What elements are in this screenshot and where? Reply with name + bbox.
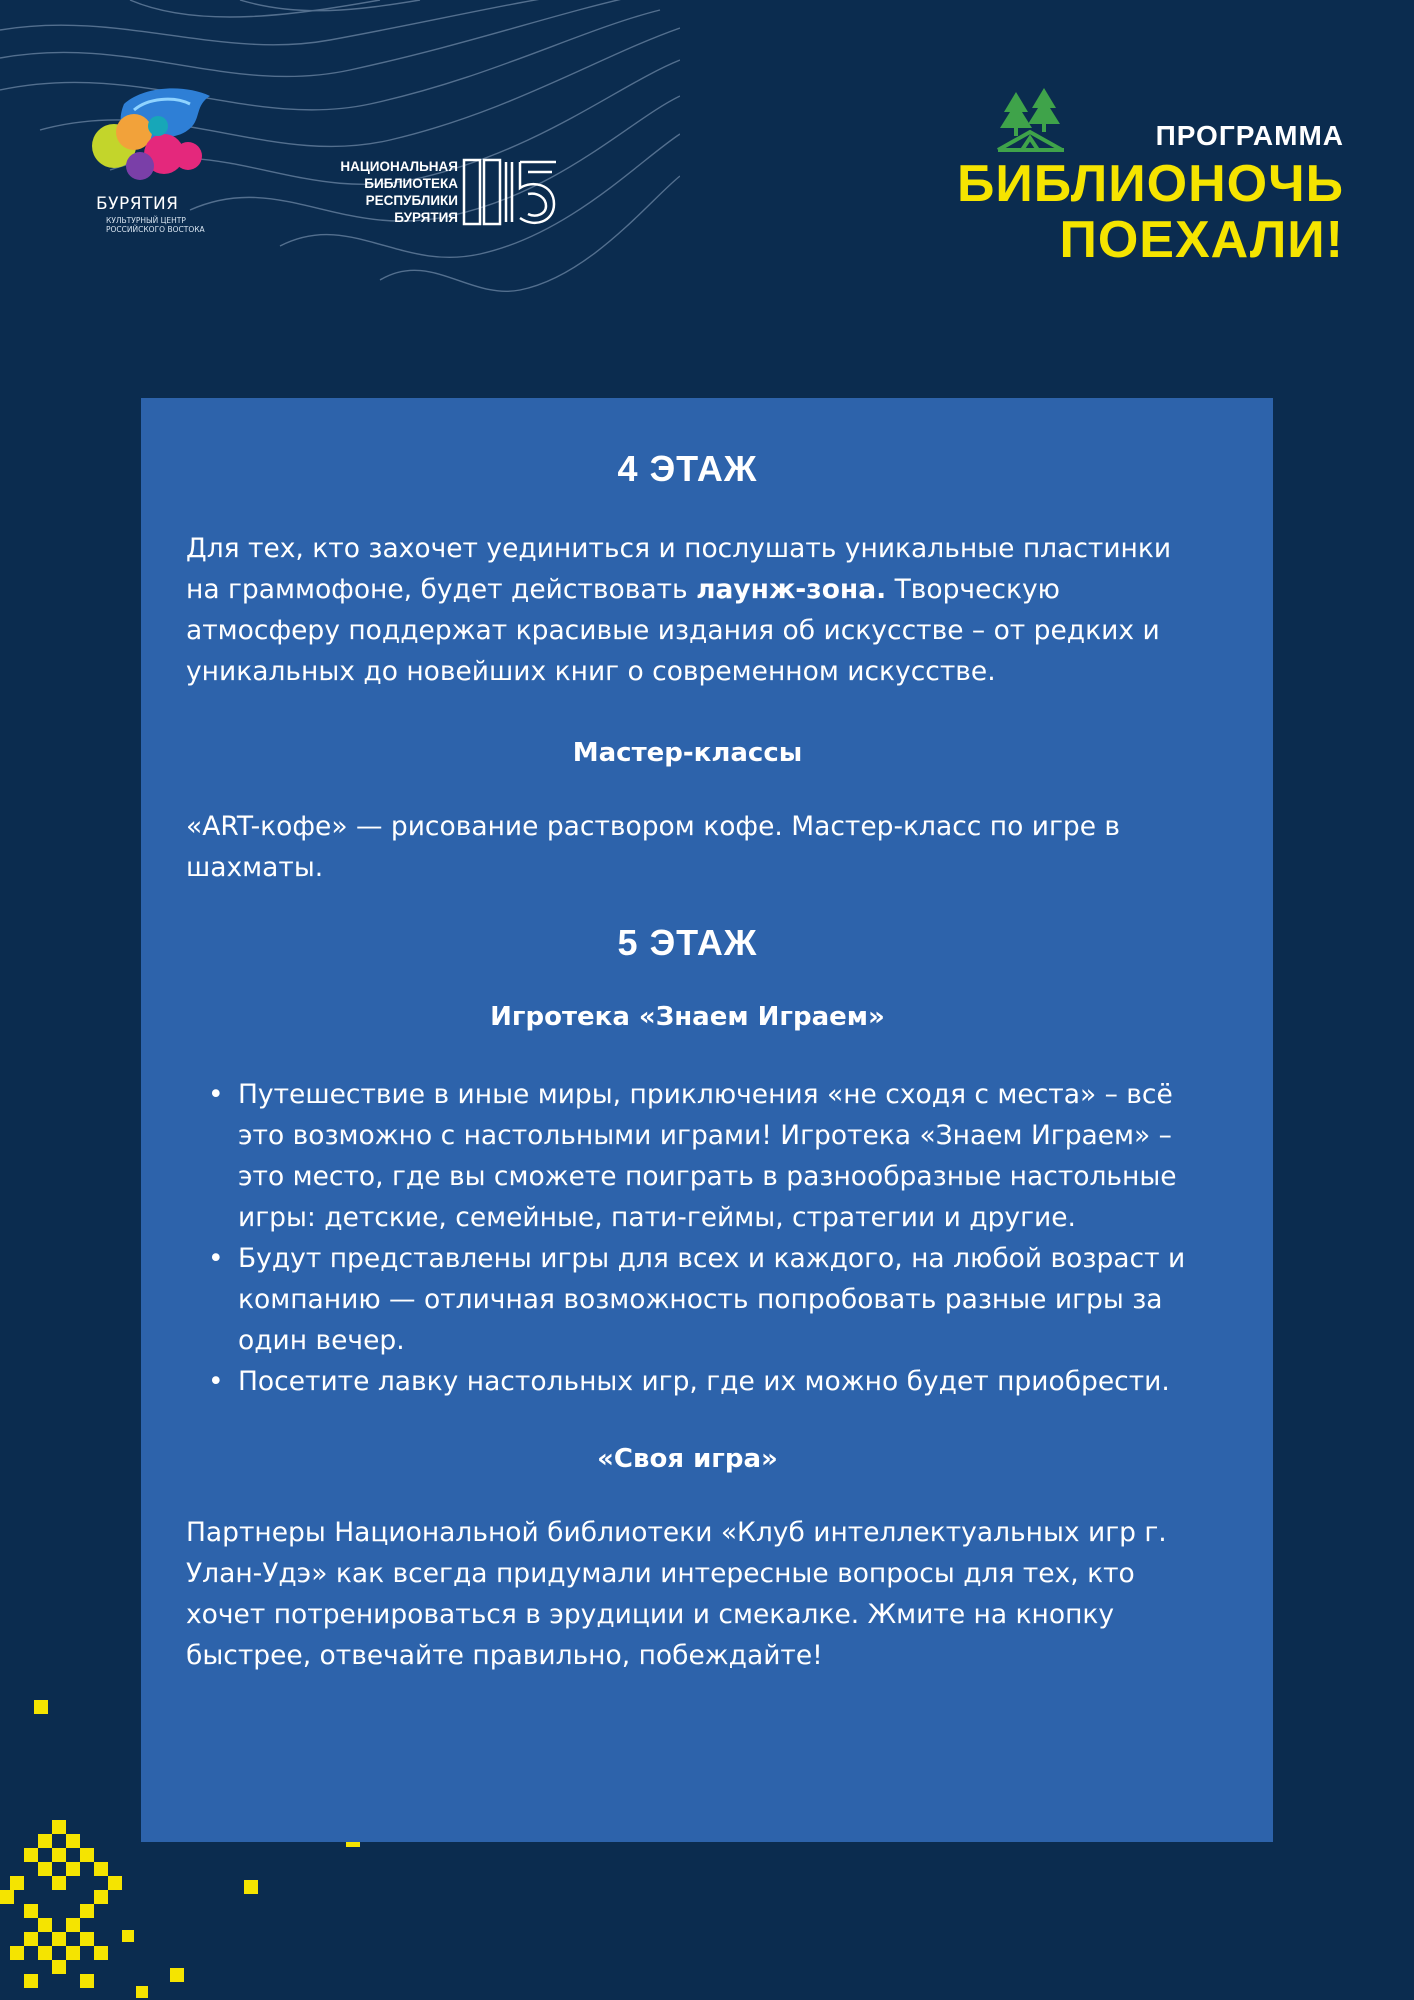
quiz-heading: «Своя игра» [597, 1444, 778, 1474]
buryatia-logo-subtitle: КУЛЬТУРНЫЙ ЦЕНТР РОССИЙСКОГО ВОСТОКА [106, 216, 205, 234]
national-library-logo [316, 156, 556, 236]
library-logo-text [316, 158, 458, 226]
library-logo-line: РЕСПУБЛИКИ [365, 193, 458, 208]
masterclass-heading: Мастер-классы [572, 738, 803, 768]
list-item: • Будут представлены игры для всех и каждого, на любой возраст и компанию — отличная возможность попробовать разные игры за один вечер. [238, 1238, 1189, 1361]
masterclass-text: «ART-кофе» — рисование раствором кофе. Мастер-класс по игре в шахматы. [186, 811, 1121, 883]
floor-5-heading: 5 ЭТАЖ [617, 922, 758, 963]
program-title-line: БИБЛИОНОЧЬ [956, 155, 1344, 213]
buryatia-logo-icon [84, 84, 224, 194]
library-logo-line: БУРЯТИЯ [394, 210, 458, 225]
buryatia-logo-name: БУРЯТИЯ [96, 194, 179, 214]
list-item: • Посетите лавку настольных игр, где их можно будет приобрести. [238, 1361, 1189, 1402]
games-heading: Игротека «Знаем Играем» [490, 1002, 885, 1032]
program-title [957, 156, 1344, 268]
library-logo-line: НАЦИОНАЛЬНАЯ [340, 159, 458, 174]
games-list [186, 1074, 1189, 1402]
list-item: • Путешествие в иные миры, приключения «не сходя с места» – всё это возможно с настольными играми! Игротека «Знаем Играем» – это место, где вы сможете поиграть в разнообразные настольные игры: детские, семейные, пати-геймы, стратегии и другие. [238, 1074, 1189, 1238]
library-75-emblem-icon [462, 156, 562, 230]
tree-tent-icon [996, 88, 1066, 152]
quiz-text: Партнеры Национальной библиотеки «Клуб интеллектуальных игр г. Улан-Удэ» как всегда придумали интересные вопросы для тех, кто хочет потренироваться в эрудиции и смекалке. Жмите на кнопку быстрее, отвечайте правильно, побеждайте! [186, 1517, 1167, 1671]
program-label: ПРОГРАММА [1155, 120, 1344, 151]
program-title-line: ПОЕХАЛИ! [1059, 211, 1344, 269]
floor-4-intro-text-end: Творческую атмосферу поддержат красивые издания об искусстве – от редких и уникальных до новейших книг о современном искусстве. [186, 574, 1160, 687]
lounge-zone-label: лаунж-зона. [696, 574, 887, 605]
floor-4-intro [186, 528, 1189, 692]
floor-4-heading: 4 ЭТАЖ [617, 448, 758, 489]
buryatia-logo [84, 84, 224, 240]
floor-4-intro-text: Для тех, кто захочет уединиться и послушать уникальные пластинки на граммофоне, будет действовать [186, 533, 1172, 605]
content-panel [141, 398, 1273, 1842]
program-header [844, 88, 1344, 288]
library-logo-line: БИБЛИОТЕКА [364, 176, 458, 191]
